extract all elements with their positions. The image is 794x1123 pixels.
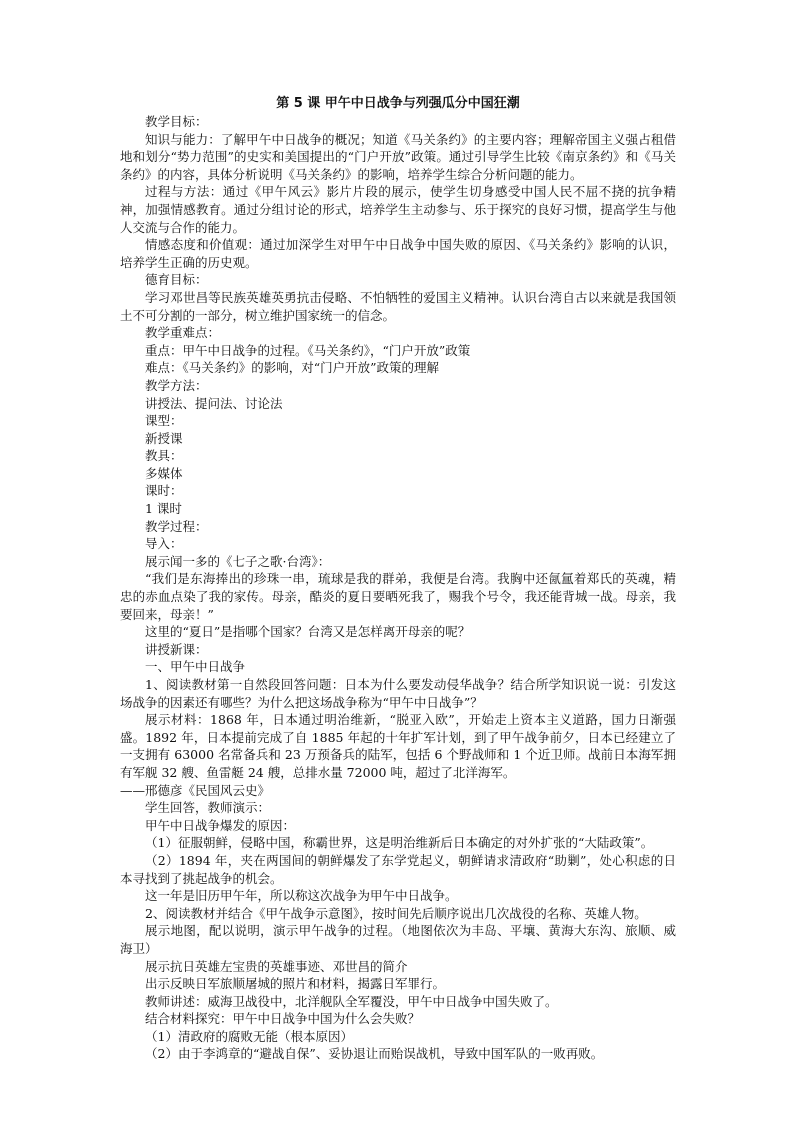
paragraph: 2、阅读教材并结合《甲午战争示意图》，按时间先后顺序说出几次战役的名称、英雄人物。: [145, 905, 647, 921]
paragraph: 展示地图，配以说明，演示甲午战争的过程。（地图依次为丰岛、平壤、黄海大东沟、旅顺、威海卫）: [120, 923, 676, 956]
paragraph: 教师讲述：威海卫战役中，北洋舰队全军覆没，甲午中日战争中国失败了。: [145, 993, 558, 1009]
paragraph: 导入：: [145, 536, 183, 552]
paragraph: 一、甲午中日战争: [145, 659, 246, 675]
paragraph: 过程与方法：通过《甲午风云》影片片段的展示，使学生切身感受中国人民不屈不挠的抗争精神，加强情感教育。通过分组讨论的形式，培养学生主动参与、乐于探究的良好习惯，提高学生与他人交流与合作的能力。: [120, 184, 676, 235]
paragraph: 课型：: [145, 413, 183, 429]
paragraph: 展示抗日英雄左宝贵的英雄事迹、邓世昌的简介: [145, 958, 408, 974]
page-title: 第 5 课 甲午中日战争与列强瓜分中国狂潮: [276, 96, 520, 111]
paragraph: 讲授法、提问法、讨论法: [145, 395, 283, 411]
paragraph: 教学重难点：: [145, 325, 221, 341]
paragraph: （2）由于李鸿章的“避战自保”、妥协退让而贻误战机，导致中国军队的一败再败。: [145, 1046, 604, 1062]
paragraph: 这里的“夏日”是指哪个国家？台湾又是怎样离开母亲的呢？: [145, 624, 471, 640]
paragraph: （1）征服朝鲜，侵略中国，称霸世界，这是明治维新后日本确定的对外扩张的“大陆政策”。: [145, 835, 654, 851]
paragraph: 展示闻一多的《七子之歌·台湾》：: [145, 553, 331, 569]
paragraph: 结合材料探究：甲午中日战争中国为什么会失败？: [145, 1011, 421, 1027]
paragraph: 讲授新课：: [145, 641, 208, 657]
document-body: [120, 113, 676, 1063]
paragraph: 1 课时: [145, 501, 182, 517]
document-page: [120, 95, 676, 1063]
paragraph: “我们是东海捧出的珍珠一串，琉球是我的群弟，我便是台湾。我胸中还氤氲着郑氏的英魂，精忠的赤血点染了我的家传。母亲，酷炎的夏日要晒死我了，赐我个号令，我还能背城一战。母亲，我要回来，母亲！”: [120, 571, 676, 622]
paragraph: 教学方法：: [145, 377, 208, 393]
paragraph: ——邢德彦《民国风云史》: [120, 782, 271, 798]
paragraph: （1）清政府的腐败无能（根本原因）: [145, 1028, 353, 1044]
paragraph: 难点：《马关条约》的影响，对“门户开放”政策的理解: [145, 360, 440, 376]
paragraph: 德育目标：: [145, 272, 208, 288]
paragraph: 课时：: [145, 483, 183, 499]
paragraph: （2）1894 年，夹在两国间的朝鲜爆发了东学党起义，朝鲜请求清政府“助剿”，处心积虑的日本寻找到了挑起战争的机会。: [120, 852, 676, 886]
paragraph: 学生回答，教师演示：: [145, 800, 271, 816]
paragraph: 多媒体: [145, 465, 183, 481]
paragraph: 学习邓世昌等民族英雄英勇抗击侵略、不怕牺牲的爱国主义精神。认识台湾自古以来就是我国领土不可分割的一部分，树立维护国家统一的信念。: [120, 289, 676, 323]
paragraph: 1、阅读教材第一自然段回答问题：日本为什么要发动侵华战争？结合所学知识说一说：引发这场战争的因素还有哪些？为什么把这场战争称为“甲午中日战争”？: [120, 677, 676, 710]
paragraph: 教学过程：: [145, 518, 208, 534]
paragraph: 教学目标：: [145, 114, 208, 129]
paragraph: 情感态度和价值观：通过加深学生对甲午中日战争中国失败的原因、《马关条约》影响的认识，培养学生正确的历史观。: [120, 237, 676, 270]
paragraph: 知识与能力：了解甲午中日战争的概况；知道《马关条约》的主要内容；理解帝国主义强占租借地和划分“势力范围”的史实和美国提出的“门户开放”政策。通过引导学生比较《南京条约》和《马关条约》的内容，具体分析说明《马关条约》的影响，培养学生综合分析问题的能力。: [120, 131, 676, 182]
paragraph: 这一年是旧历甲午年，所以称这次战争为甲午中日战争。: [145, 888, 458, 904]
paragraph: 出示反映日军旅顺屠城的照片和材料，揭露日军罪行。: [145, 976, 446, 992]
paragraph: 新授课: [145, 430, 183, 446]
paragraph: 展示材料：1868 年，日本通过明治维新，“脱亚入欧”，开始走上资本主义道路，国力日渐强盛。1892 年，日本提前完成了自 1885 年起的十年扩军计划，到了甲午战争前夕，日本已经建立了一支拥有 63000 名常备兵和 23 万预备兵的陆军，包括 6 个野战师和 1 个近卫师。战前日本海军拥有军舰 32 艘、鱼雷艇 24 艘，总排水量 72000 吨，超过了北洋海军。: [120, 712, 676, 780]
paragraph: 重点：甲午中日战争的过程。《马关条约》，“门户开放”政策: [145, 342, 471, 358]
paragraph: 教具：: [145, 448, 183, 464]
paragraph: 甲午中日战争爆发的原因：: [145, 817, 296, 833]
